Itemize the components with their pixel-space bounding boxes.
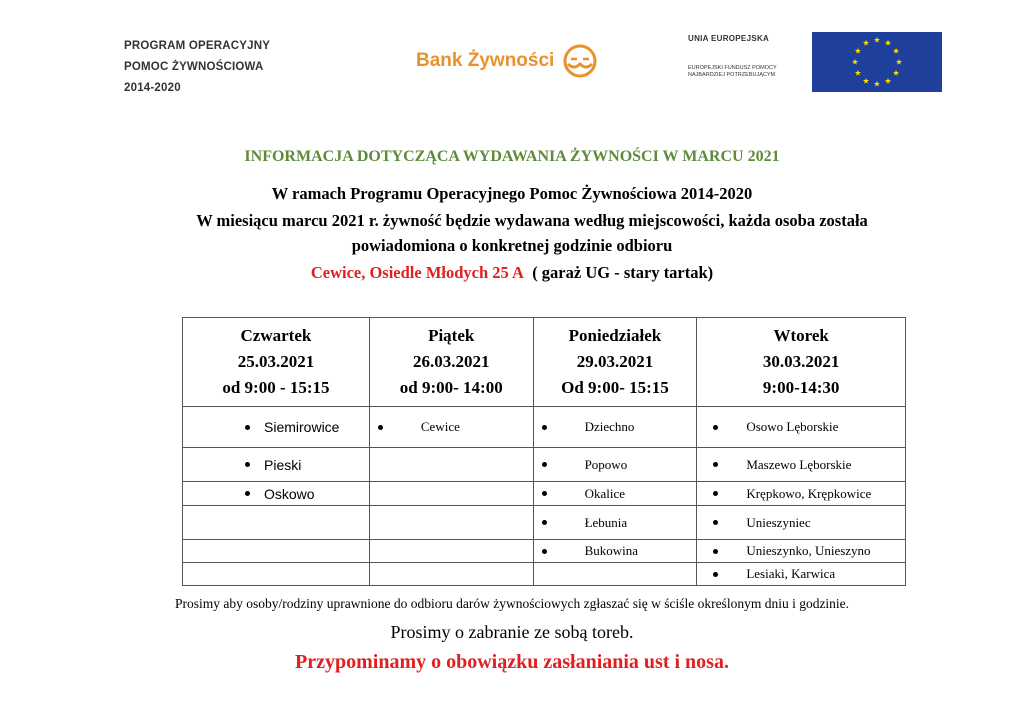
- day-name: Piątek: [428, 326, 475, 345]
- day-date: 29.03.2021: [576, 352, 654, 371]
- schedule-header-row: [183, 318, 906, 407]
- day-name: Czwartek: [240, 326, 312, 345]
- table-cell: [697, 563, 906, 586]
- table-cell: [533, 506, 697, 540]
- table-cell: [369, 407, 533, 448]
- footer-bags-note: Prosimy o zabranie ze sobą toreb.: [390, 622, 634, 642]
- day-name: Wtorek: [773, 326, 829, 345]
- bullet-icon: [542, 520, 547, 525]
- program-line-1: PROGRAM OPERACYJNY: [124, 40, 271, 52]
- location-name: Cewice: [420, 419, 460, 434]
- table-cell: [533, 448, 697, 482]
- bank-logo: [416, 44, 600, 78]
- eu-label: [688, 34, 808, 79]
- location-name: Popowo: [584, 456, 628, 472]
- column-header: [183, 318, 370, 407]
- location-name: Łebunia: [584, 514, 628, 530]
- table-cell: [697, 506, 906, 540]
- list-item: [534, 457, 697, 473]
- table-cell: [369, 448, 533, 482]
- day-hours: od 9:00- 14:00: [399, 378, 503, 397]
- table-cell: [533, 540, 697, 563]
- footer-instruction: Prosimy aby osoby/rodziny uprawnione do odbioru darów żywnościowych zgłaszać się w ściśle określonym dniu i godzinie.: [174, 596, 850, 611]
- table-cell: [369, 563, 533, 586]
- list-item: [534, 419, 697, 435]
- bullet-icon: [713, 549, 718, 554]
- location-name: Maszewo Lęborskie: [746, 456, 852, 472]
- list-item: [370, 419, 533, 435]
- document-title: INFORMACJA DOTYCZĄCA WYDAWANIA ŻYWNOŚCI W MARCU 2021: [244, 148, 780, 165]
- location-note: ( garaż UG - stary tartak): [532, 263, 714, 282]
- table-cell: [183, 563, 370, 586]
- list-item: [697, 515, 905, 531]
- eu-fund-line-1: EUROPEJSKI FUNDUSZ POMOCY: [688, 65, 777, 71]
- column-header: [533, 318, 697, 407]
- bullet-icon: [245, 462, 250, 467]
- bullet-icon: [378, 425, 383, 430]
- day-name: Poniedziałek: [568, 326, 662, 345]
- list-item: [697, 457, 905, 473]
- program-line-3: 2014-2020: [124, 82, 181, 94]
- footer-mask-reminder: Przypominamy o obowiązku zasłaniania ust i nosa.: [295, 651, 729, 673]
- location-name: Unieszynko, Unieszyno: [746, 543, 871, 558]
- location-name: Pieski: [264, 456, 302, 473]
- day-hours: 9:00-14:30: [762, 378, 840, 397]
- program-logo-text: [124, 36, 270, 99]
- table-row: [183, 407, 906, 448]
- table-cell: [183, 407, 370, 448]
- list-item: [534, 515, 697, 531]
- eu-fund-text: [688, 65, 808, 79]
- location-line: [0, 263, 1024, 283]
- column-header: [369, 318, 533, 407]
- table-cell: [369, 540, 533, 563]
- table-cell: [533, 407, 697, 448]
- bullet-icon: [713, 491, 718, 496]
- table-row: [183, 506, 906, 540]
- table-cell: [183, 540, 370, 563]
- program-line-2: POMOC ŻYWNOŚCIOWA: [124, 61, 264, 73]
- table-cell: [369, 506, 533, 540]
- bank-emblem-icon: [560, 44, 600, 78]
- list-item: [534, 543, 697, 559]
- table-cell: [183, 448, 370, 482]
- list-item: [697, 486, 905, 502]
- list-item: [183, 419, 369, 435]
- list-item: [183, 486, 369, 502]
- table-cell: [697, 448, 906, 482]
- day-date: 25.03.2021: [237, 352, 315, 371]
- table-cell: [369, 482, 533, 506]
- bullet-icon: [542, 425, 547, 430]
- table-row: [183, 563, 906, 586]
- eu-fund-line-2: NAJBARDZIEJ POTRZEBUJĄCYM: [688, 72, 776, 78]
- eu-title: UNIA EUROPEJSKA: [688, 34, 770, 43]
- location-name: Krępkowo, Krępkowice: [746, 485, 872, 501]
- schedule-table: [182, 317, 906, 586]
- table-cell: [183, 482, 370, 506]
- day-hours: Od 9:00- 15:15: [561, 378, 669, 397]
- table-cell: [533, 482, 697, 506]
- table-cell: [697, 407, 906, 448]
- location-name: Okalice: [584, 485, 625, 501]
- table-row: [183, 540, 906, 563]
- bullet-icon: [713, 425, 718, 430]
- intro-line-2: W miesiącu marcu 2021 r. żywność będzie wydawana według miejscowości, każda osoba została: [196, 211, 868, 230]
- day-date: 26.03.2021: [412, 352, 490, 371]
- column-header: [697, 318, 906, 407]
- table-cell: [183, 506, 370, 540]
- table-row: [183, 448, 906, 482]
- location-address: Cewice, Osiedle Młodych 25 A: [310, 263, 524, 282]
- bullet-icon: [713, 572, 718, 577]
- bullet-icon: [542, 549, 547, 554]
- bullet-icon: [713, 462, 718, 467]
- eu-flag-icon: [812, 32, 942, 92]
- location-name: Bukowina: [584, 543, 639, 558]
- bullet-icon: [245, 491, 250, 496]
- list-item: [697, 419, 905, 435]
- day-hours: od 9:00 - 15:15: [222, 378, 330, 397]
- intro-line-1: W ramach Programu Operacyjnego Pomoc Żywnościowa 2014-2020: [271, 184, 753, 203]
- table-row: [183, 482, 906, 506]
- bullet-icon: [713, 520, 718, 525]
- list-item: [183, 457, 369, 473]
- list-item: [697, 543, 905, 559]
- table-cell: [533, 563, 697, 586]
- list-item: [697, 566, 905, 582]
- bank-name: Bank Żywności: [416, 50, 555, 71]
- list-item: [534, 486, 697, 502]
- day-date: 30.03.2021: [762, 352, 840, 371]
- bullet-icon: [245, 425, 250, 430]
- location-name: Siemirowice: [264, 419, 340, 435]
- location-name: Lesiaki, Karwica: [746, 566, 836, 581]
- schedule-body: [183, 407, 906, 586]
- location-name: Unieszyniec: [746, 514, 811, 530]
- location-name: Osowo Lęborskie: [746, 419, 839, 434]
- table-cell: [697, 540, 906, 563]
- table-cell: [697, 482, 906, 506]
- location-name: Dziechno: [584, 419, 635, 434]
- bullet-icon: [542, 491, 547, 496]
- intro-line-3: powiadomiona o konkretnej godzinie odbioru: [351, 236, 673, 255]
- location-name: Oskowo: [264, 485, 315, 502]
- bullet-icon: [542, 462, 547, 467]
